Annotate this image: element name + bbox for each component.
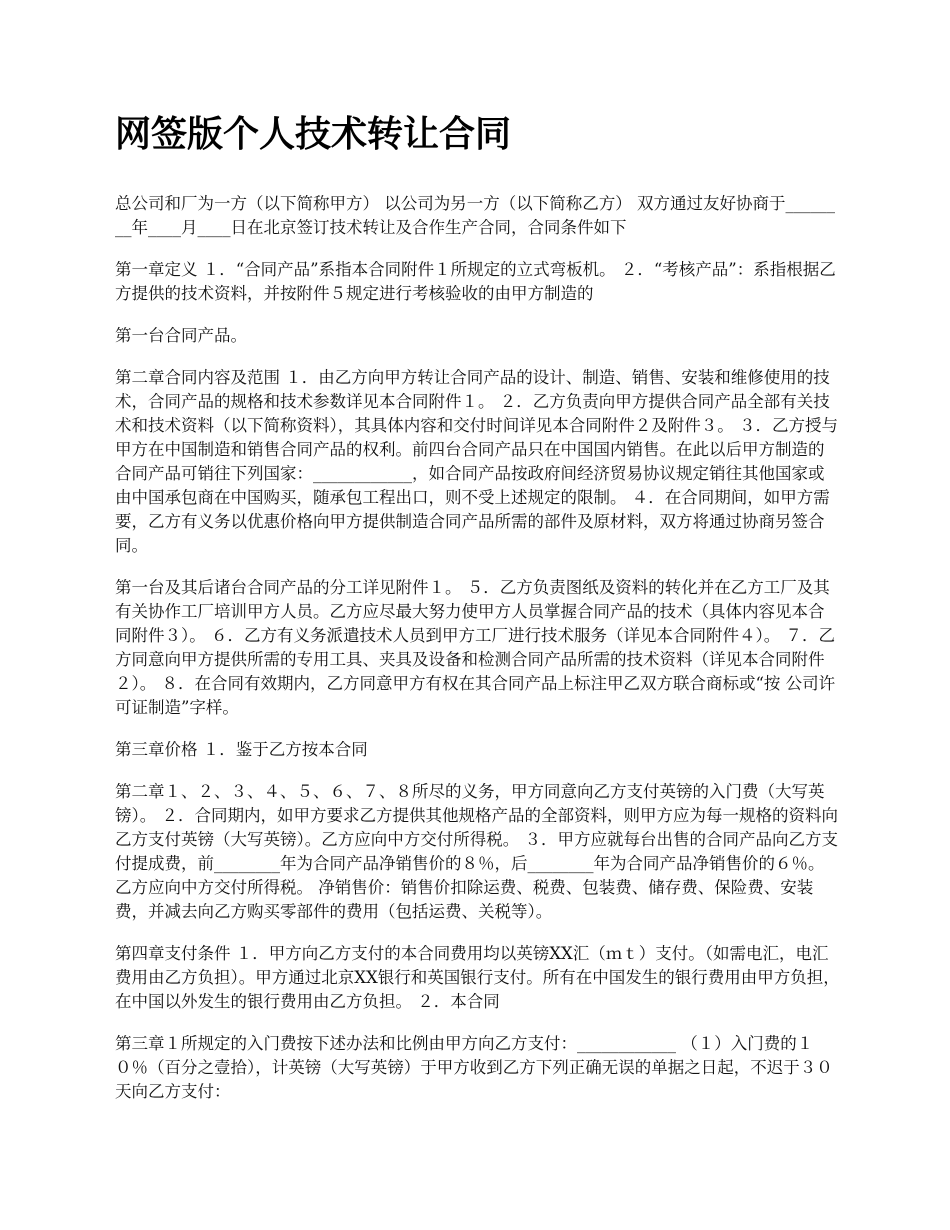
paragraph-chapter4-payment: 第四章支付条件 １．甲方向乙方支付的本合同费用均以英镑XX汇（ｍｔ）支付。（如需电汇，电汇费用由乙方负担）。甲方通过北京XX银行和英国银行支付。所有在中国发生的银行费用由甲方负担，在中国以外发生的银行费用由乙方负担。 ２．本合同 (115, 944, 840, 1011)
document-title: 网签版个人技术转让合同 (115, 114, 512, 155)
paragraph-chapter1-definitions: 第一章定义 １．“合同产品”系指本合同附件１所规定的立式弯板机。 ２．“考核产品”：系指根据乙方提供的技术资料，并按附件５规定进行考核验收的由甲方制造的 (115, 260, 836, 303)
paragraph-first-product: 第一台合同产品。 (115, 326, 247, 345)
paragraph-chapter2-scope: 第二章合同内容及范围 １．由乙方向甲方转让合同产品的设计、制造、销售、安装和维修使用的技术，合同产品的规格和技术参数详见本合同附件１。 ２．乙方负责向甲方提供合同产品全部有关技术和技术资料（以下简称资料），其具体内容和交付时间详见本合同附件２及附件３。 ３．乙方授与甲方在中国制造和销售合同产品的权利。前四台合同产品只在中国国内销售。在此以后甲方制造的合同产品可销往下列国家：____________，如合同产品按政府间经济贸易协议规定销往其他国家或由中国承包商在中国购买，随承包工程出口，则不受上述规定的限制。 ４．在合同期间，如甲方需要，乙方有义务以优惠价格向甲方提供制造合同产品所需的部件及原材料，双方将通过协商另签合同。 (115, 368, 838, 555)
paragraph-entry-fee-payment: 第三章１所规定的入门费按下述办法和比例由甲方向乙方支付：____________ （１）入门费的１０％（百分之壹拾），计英镑（大写英镑）于甲方收到乙方下列正确无误的单据之日起，不迟于３０天向乙方支付： (115, 1034, 833, 1101)
paragraph-division-of-work: 第一台及其后诸台合同产品的分工详见附件１。 ５．乙方负责图纸及资料的转化并在乙方工厂及其有关协作工厂培训甲方人员。乙方应尽最大努力使甲方人员掌握合同产品的技术（具体内容见本合同附件３）。 ６．乙方有义务派遣技术人员到甲方工厂进行技术服务（详见本合同附件４）。 ７．乙方同意向甲方提供所需的专用工具、夹具及设备和检测合同产品所需的技术资料（详见本合同附件２）。 ８．在合同有效期内，乙方同意甲方有权在其合同产品上标注甲乙双方联合商标或“按 公司许可证制造”字样。 (115, 578, 836, 717)
contract-document (115, 108, 840, 1122)
paragraph-intro: 总公司和厂为一方（以下简称甲方） 以公司为另一方（以下简称乙方） 双方通过友好协商于________年____月____日在北京签订技术转让及合作生产合同，合同条件如下 (115, 194, 835, 237)
paragraph-chapter3-price: 第三章价格 １．鉴于乙方按本合同 (115, 740, 368, 759)
paragraph-fees: 第二章１、２、３、４、５、６、７、８所尽的义务，甲方同意向乙方支付英镑的入门费（大写英镑）。 ２．合同期内，如甲方要求乙方提供其他规格产品的全部资料，则甲方应为每一规格的资料向乙方支付英镑（大写英镑）。乙方应向中方交付所得税。 ３．甲方应就每台出售的合同产品向乙方支付提成费，前________年为合同产品净销售价的８％，后________年为合同产品净销售价的６％。乙方应向中方交付所得税。 净销售价：销售价扣除运费、税费、包装费、储存费、保险费、安装费，并减去向乙方购买零部件的费用（包括运费、关税等）。 (115, 782, 838, 921)
